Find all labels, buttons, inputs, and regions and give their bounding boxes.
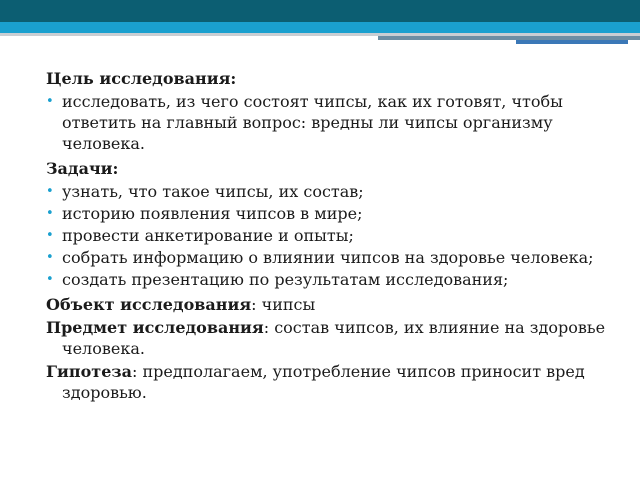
list-item xyxy=(46,225,606,246)
subject-label: Предмет исследования xyxy=(46,318,264,337)
task-item-text: историю появления чипсов в мире; xyxy=(62,204,363,223)
bullet-icon: • xyxy=(46,184,54,199)
goal-item-text: исследовать, из чего состоят чипсы, как их готовят, чтобы ответить на главный вопрос: вредны ли чипсы организму человека. xyxy=(62,92,563,153)
slide-content xyxy=(46,68,606,405)
hypothesis-label: Гипотеза xyxy=(46,362,132,381)
goal-list xyxy=(46,91,606,154)
bullet-icon: • xyxy=(46,272,54,287)
header-decor-bar-blue xyxy=(516,40,628,44)
goal-heading: Цель исследования: xyxy=(46,69,237,88)
tasks-list xyxy=(46,181,606,290)
hypothesis-line xyxy=(46,361,606,403)
list-item xyxy=(46,181,606,202)
subject-line xyxy=(46,317,606,359)
task-item-text: провести анкетирование и опыты; xyxy=(62,226,354,245)
list-item xyxy=(46,203,606,224)
object-text: : чипсы xyxy=(251,295,316,314)
list-item xyxy=(46,91,606,154)
object-label: Объект исследования xyxy=(46,295,252,314)
header-band xyxy=(0,0,640,22)
subject-text: : состав чипсов, их влияние на здоровье человека. xyxy=(62,318,606,358)
object-line xyxy=(46,294,606,315)
header-accent-stripe xyxy=(0,22,640,33)
list-item xyxy=(46,247,606,268)
tasks-heading: Задачи: xyxy=(46,159,119,178)
task-item-text: собрать информацию о влиянии чипсов на здоровье человека; xyxy=(62,248,594,267)
hypothesis-text: : предполагаем, употребление чипсов приносит вред здоровью. xyxy=(62,362,585,402)
task-item-text: создать презентацию по результатам исследования; xyxy=(62,270,509,289)
bullet-icon: • xyxy=(46,94,54,109)
bullet-icon: • xyxy=(46,206,54,221)
list-item xyxy=(46,269,606,290)
bullet-icon: • xyxy=(46,228,54,243)
bullet-icon: • xyxy=(46,250,54,265)
task-item-text: узнать, что такое чипсы, их состав; xyxy=(62,182,364,201)
